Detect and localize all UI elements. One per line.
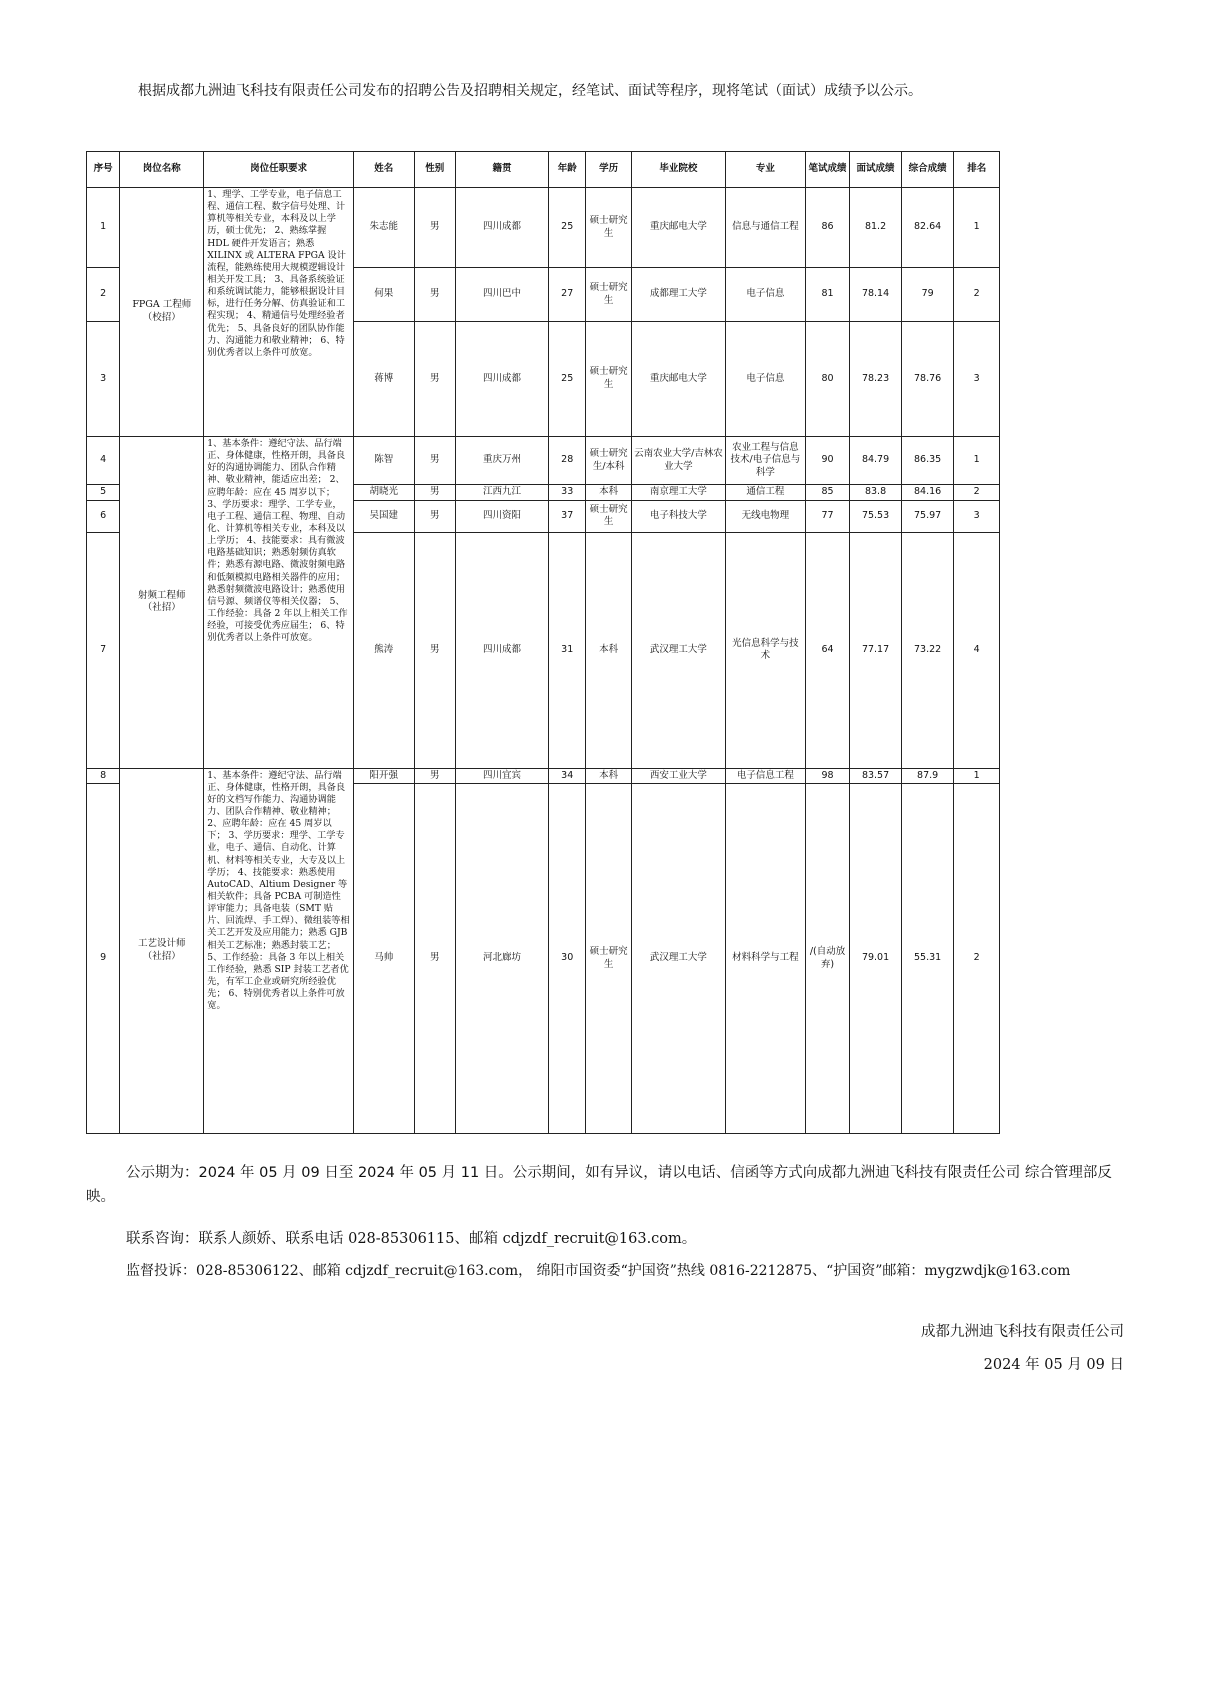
candidate-name: 熊涛: [353, 532, 414, 768]
row-number: 6: [87, 500, 120, 532]
table-row: [87, 437, 1000, 485]
interview-score: 83.8: [850, 485, 902, 501]
candidate-origin: 四川成都: [456, 188, 549, 268]
candidate-school: 重庆邮电大学: [631, 322, 725, 437]
candidate-major: 通信工程: [725, 485, 805, 501]
candidate-origin: 四川宜宾: [456, 768, 549, 784]
table-header-row: [87, 152, 1000, 188]
candidate-major: 材料科学与工程: [725, 784, 805, 1134]
candidate-school: 西安工业大学: [631, 768, 725, 784]
header-no: 序号: [87, 152, 120, 188]
candidate-school: 武汉理工大学: [631, 532, 725, 768]
written-score: 80: [805, 322, 849, 437]
candidate-education: 硕士研究生: [586, 500, 631, 532]
candidate-gender: 男: [414, 268, 455, 322]
written-score: 64: [805, 532, 849, 768]
row-number: 7: [87, 532, 120, 768]
interview-score: 81.2: [850, 188, 902, 268]
total-score: 75.97: [901, 500, 954, 532]
header-major: 专业: [725, 152, 805, 188]
interview-score: 78.14: [850, 268, 902, 322]
candidate-education: 硕士研究生: [586, 188, 631, 268]
header-name: 姓名: [353, 152, 414, 188]
position-name: 工艺设计师 （社招）: [120, 768, 204, 1134]
position-requirements: 1、理学、工学专业，电子信息工程、通信工程、数字信号处理、计算机等相关专业，本科及以上学历，硕士优先； 2、熟练掌握 HDL 硬件开发语言；熟悉 XILINX 或 ALTERA FPGA 设计流程，能熟练使用大规模逻辑设计相关开发工具； 3、具备系统验证和系统调试能力，能够根据设计目标，进行任务分解、仿真验证和工程实现； 4、精通信号处理经验者优先； 5、具备良好的团队协作能力、沟通能力和敬业精神； 6、特别优秀者以上条件可放宽。: [204, 188, 354, 437]
written-score: 98: [805, 768, 849, 784]
header-education: 学历: [586, 152, 631, 188]
notice-text: 公示期为：2024 年 05 月 09 日至 2024 年 05 月 11 日。公示期间，如有异议，请以电话、信函等方式向成都九洲迪飞科技有限责任公司 综合管理部反映。: [86, 1165, 1112, 1205]
header-origin: 籍贯: [456, 152, 549, 188]
row-number: 3: [87, 322, 120, 437]
total-score: 55.31: [901, 784, 954, 1134]
candidate-rank: 3: [954, 500, 1000, 532]
written-score: 85: [805, 485, 849, 501]
row-number: 5: [87, 485, 120, 501]
candidate-origin: 四川资阳: [456, 500, 549, 532]
candidate-gender: 男: [414, 768, 455, 784]
candidate-school: 重庆邮电大学: [631, 188, 725, 268]
candidate-age: 25: [549, 322, 586, 437]
candidate-origin: 重庆万州: [456, 437, 549, 485]
interview-score: 83.57: [850, 768, 902, 784]
interview-score: 79.01: [850, 784, 902, 1134]
candidate-age: 25: [549, 188, 586, 268]
candidate-age: 31: [549, 532, 586, 768]
candidate-major: 电子信息: [725, 268, 805, 322]
header-age: 年龄: [549, 152, 586, 188]
total-score: 78.76: [901, 322, 954, 437]
results-table: [86, 151, 1000, 1134]
candidate-school: 武汉理工大学: [631, 784, 725, 1134]
candidate-origin: 河北廊坊: [456, 784, 549, 1134]
candidate-name: 何果: [353, 268, 414, 322]
header-rank: 排名: [954, 152, 1000, 188]
interview-score: 78.23: [850, 322, 902, 437]
intro-text: 根据成都九洲迪飞科技有限责任公司发布的招聘公告及招聘相关规定，经笔试、面试等程序，现将笔试（面试）成绩予以公示。: [138, 83, 922, 99]
header-school: 毕业院校: [631, 152, 725, 188]
supervise-text: 监督投诉：028-85306122、邮箱 cdjzdf_recruit@163.com， 绵阳市国资委“护国资”热线 0816-2212875、“护国资”邮箱：mygzwdjk@163.com: [126, 1263, 1071, 1279]
table-row: [87, 188, 1000, 268]
candidate-gender: 男: [414, 532, 455, 768]
position-requirements: 1、基本条件：遵纪守法、品行端正、身体健康，性格开朗，具备良好的沟通协调能力、团队合作精神、敬业精神，能适应出差； 2、应聘年龄：应在 45 周岁以下； 3、学历要求：理学、工学专业，电子工程、通信工程、物理、自动化、计算机等相关专业，本科及以上学历； 4、技能要求：具有微波电路基础知识；熟悉射频仿真软件；熟悉有源电路、微波射频电路和低频模拟电路相关器件的应用；熟悉射频微波电路设计；熟悉使用信号源、频谱仪等相关仪器； 5、工作经验：具备 2 年以上相关工作经验，可接受优秀应届生； 6、特别优秀者以上条件可放宽。: [204, 437, 354, 769]
candidate-major: 电子信息工程: [725, 768, 805, 784]
candidate-education: 本科: [586, 532, 631, 768]
candidate-age: 27: [549, 268, 586, 322]
candidate-education: 硕士研究生/本科: [586, 437, 631, 485]
header-total-score: 综合成绩: [901, 152, 954, 188]
row-number: 8: [87, 768, 120, 784]
written-score: /(自动放弃): [805, 784, 849, 1134]
interview-score: 84.79: [850, 437, 902, 485]
candidate-name: 陈智: [353, 437, 414, 485]
announcement-date: 2024 年 05 月 09 日: [983, 1357, 1124, 1373]
position-requirements: 1、基本条件：遵纪守法、品行端正、身体健康，性格开朗，具备良好的文档写作能力、沟通协调能力、团队合作精神、敬业精神； 2、应聘年龄：应在 45 周岁以下； 3、学历要求：理学、工学专业，电子、通信、自动化、计算机、材料等相关专业，大专及以上学历； 4、技能要求：熟悉使用 AutoCAD、Altium Designer 等相关软件；具备 PCBA 可制造性评审能力；具备电装（SMT 贴片、回流焊、手工焊）、微组装等相关工艺开发及应用能力；熟悉 GJB 相关工艺标准；熟悉封装工艺； 5、工作经验：具备 3 年以上相关工作经验，熟悉 SIP 封装工艺者优先，有军工企业或研究所经验优先； 6、特别优秀者以上条件可放宽。: [204, 768, 354, 1134]
written-score: 86: [805, 188, 849, 268]
candidate-name: 吴国建: [353, 500, 414, 532]
candidate-school: 云南农业大学/吉林农业大学: [631, 437, 725, 485]
candidate-school: 南京理工大学: [631, 485, 725, 501]
candidate-major: 农业工程与信息技术/电子信息与科学: [725, 437, 805, 485]
table-row: [87, 768, 1000, 784]
candidate-age: 37: [549, 500, 586, 532]
candidate-origin: 四川巴中: [456, 268, 549, 322]
row-number: 2: [87, 268, 120, 322]
candidate-major: 光信息科学与技术: [725, 532, 805, 768]
candidate-name: 胡晓光: [353, 485, 414, 501]
candidate-school: 成都理工大学: [631, 268, 725, 322]
header-position: 岗位名称: [120, 152, 204, 188]
position-name: 射频工程师 （社招）: [120, 437, 204, 769]
candidate-age: 33: [549, 485, 586, 501]
candidate-origin: 江西九江: [456, 485, 549, 501]
total-score: 84.16: [901, 485, 954, 501]
candidate-major: 电子信息: [725, 322, 805, 437]
candidate-origin: 四川成都: [456, 322, 549, 437]
candidate-rank: 2: [954, 268, 1000, 322]
candidate-gender: 男: [414, 437, 455, 485]
candidate-name: 蒋博: [353, 322, 414, 437]
interview-score: 75.53: [850, 500, 902, 532]
candidate-gender: 男: [414, 784, 455, 1134]
header-interview-score: 面试成绩: [850, 152, 902, 188]
candidate-origin: 四川成都: [456, 532, 549, 768]
candidate-age: 34: [549, 768, 586, 784]
header-requirements: 岗位任职要求: [204, 152, 354, 188]
candidate-rank: 1: [954, 768, 1000, 784]
row-number: 9: [87, 784, 120, 1134]
contact-text: 联系咨询：联系人颜娇、联系电话 028-85306115、邮箱 cdjzdf_recruit@163.com。: [126, 1231, 697, 1247]
candidate-education: 本科: [586, 485, 631, 501]
candidate-major: 信息与通信工程: [725, 188, 805, 268]
candidate-name: 阳开强: [353, 768, 414, 784]
position-name: FPGA 工程师 （校招）: [120, 188, 204, 437]
candidate-education: 硕士研究生: [586, 322, 631, 437]
candidate-rank: 2: [954, 784, 1000, 1134]
candidate-education: 本科: [586, 768, 631, 784]
table-body: [87, 188, 1000, 1134]
candidate-rank: 2: [954, 485, 1000, 501]
candidate-rank: 3: [954, 322, 1000, 437]
candidate-name: 马帅: [353, 784, 414, 1134]
written-score: 81: [805, 268, 849, 322]
total-score: 73.22: [901, 532, 954, 768]
candidate-name: 朱志能: [353, 188, 414, 268]
candidate-gender: 男: [414, 188, 455, 268]
candidate-gender: 男: [414, 485, 455, 501]
candidate-education: 硕士研究生: [586, 784, 631, 1134]
candidate-rank: 1: [954, 188, 1000, 268]
row-number: 1: [87, 188, 120, 268]
candidate-education: 硕士研究生: [586, 268, 631, 322]
candidate-age: 30: [549, 784, 586, 1134]
header-written-score: 笔试成绩: [805, 152, 849, 188]
total-score: 79: [901, 268, 954, 322]
candidate-gender: 男: [414, 500, 455, 532]
company-signature: 成都九洲迪飞科技有限责任公司: [921, 1324, 1124, 1340]
candidate-rank: 1: [954, 437, 1000, 485]
written-score: 77: [805, 500, 849, 532]
total-score: 82.64: [901, 188, 954, 268]
written-score: 90: [805, 437, 849, 485]
total-score: 87.9: [901, 768, 954, 784]
row-number: 4: [87, 437, 120, 485]
candidate-major: 无线电物理: [725, 500, 805, 532]
candidate-school: 电子科技大学: [631, 500, 725, 532]
candidate-gender: 男: [414, 322, 455, 437]
candidate-age: 28: [549, 437, 586, 485]
header-gender: 性别: [414, 152, 455, 188]
total-score: 86.35: [901, 437, 954, 485]
interview-score: 77.17: [850, 532, 902, 768]
candidate-rank: 4: [954, 532, 1000, 768]
